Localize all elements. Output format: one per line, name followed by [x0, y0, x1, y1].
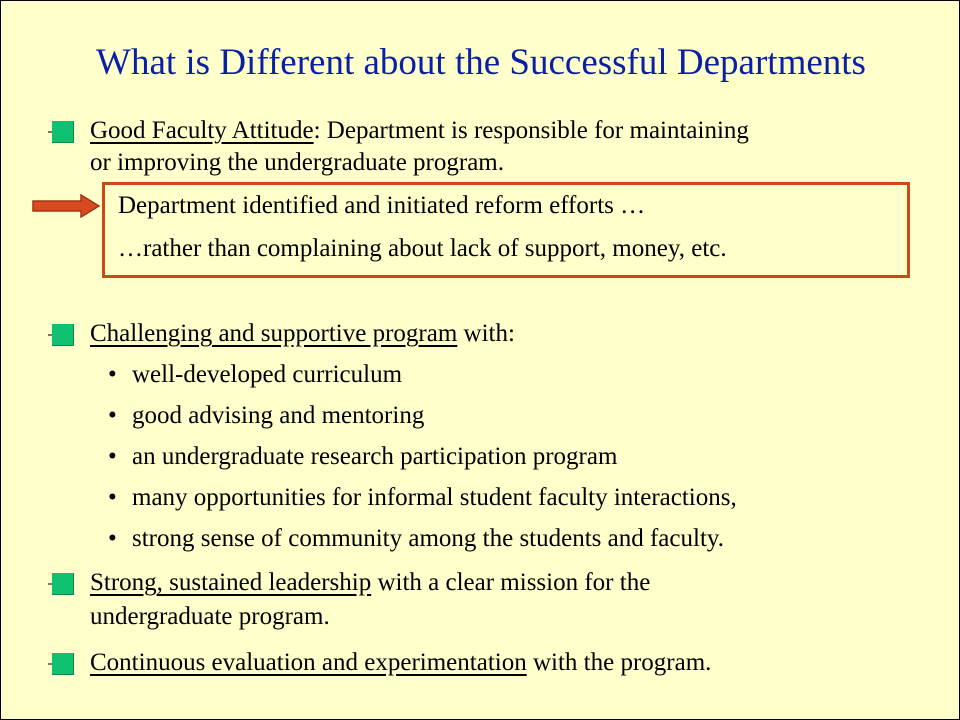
point-strong-leadership	[90, 566, 650, 600]
bullet-dot: •	[108, 443, 117, 470]
bullet-dot: •	[108, 525, 117, 552]
slide-title: What is Different about the Successful Departments	[96, 42, 866, 83]
green-square-bullet-icon	[52, 121, 74, 143]
point-heading: Good Faculty Attitude	[90, 117, 314, 144]
green-square-bullet-icon	[52, 573, 74, 595]
point-good-faculty-attitude	[90, 114, 749, 148]
callout-line-1: Department identified and initiated reform efforts …	[118, 192, 646, 219]
bullet-dot: •	[108, 361, 117, 388]
green-square-bullet-icon	[52, 324, 74, 346]
sub-bullet-item: well-developed curriculum	[132, 361, 403, 388]
point-text: with a clear mission for the	[371, 569, 651, 596]
point-heading: Challenging and supportive program	[90, 320, 458, 347]
green-square-bullet-icon	[52, 653, 74, 675]
point-text: with the program.	[526, 649, 712, 676]
point-text: : Department is responsible for maintaining	[313, 117, 749, 144]
callout-line-2: …rather than complaining about lack of support, money, etc.	[118, 235, 727, 262]
point-challenging-program	[90, 317, 515, 351]
point-text-line2: undergraduate program.	[90, 603, 330, 630]
sub-bullet-item: good advising and mentoring	[132, 402, 425, 429]
bullet-dot: •	[108, 484, 117, 511]
sub-bullet-item: many opportunities for informal student faculty interactions,	[132, 484, 737, 511]
sub-bullet-item: an undergraduate research participation program	[132, 443, 618, 470]
point-text: with:	[457, 320, 515, 347]
bullet-dot: •	[108, 402, 117, 429]
point-heading: Strong, sustained leadership	[90, 569, 372, 596]
point-text-line2: or improving the undergraduate program.	[90, 149, 505, 176]
point-continuous-evaluation	[90, 646, 711, 680]
right-arrow-icon	[31, 194, 101, 218]
sub-bullet-item: strong sense of community among the students and faculty.	[132, 525, 725, 552]
point-heading: Continuous evaluation and experimentation	[90, 649, 527, 676]
